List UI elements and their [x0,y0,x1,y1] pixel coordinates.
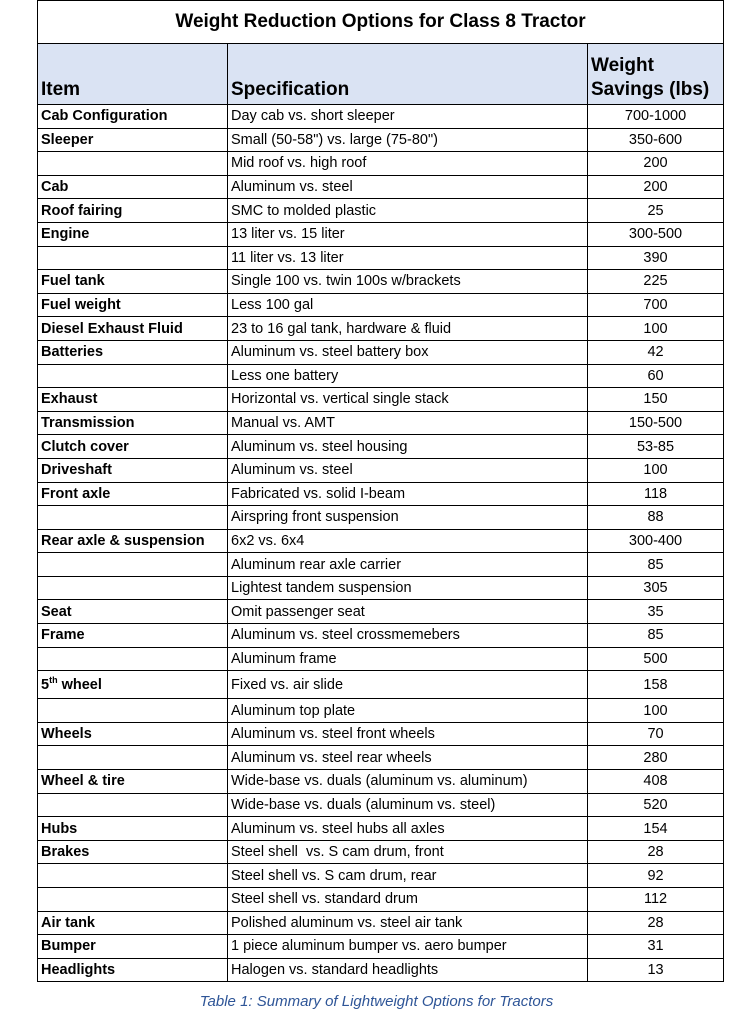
item-cell: Hubs [38,817,228,841]
item-cell [38,576,228,600]
item-cell: Transmission [38,411,228,435]
weight-reduction-table [37,0,724,982]
item-cell [38,793,228,817]
table-row [38,340,724,364]
table-row [38,864,724,888]
weight-savings-cell: 500 [588,647,724,671]
item-cell [38,553,228,577]
weight-reduction-table-wrapper [37,0,723,982]
weight-savings-cell: 300-400 [588,529,724,553]
specification-cell: Fabricated vs. solid I-beam [228,482,588,506]
table-row [38,770,724,794]
specification-cell: Single 100 vs. twin 100s w/brackets [228,270,588,294]
table-row [38,553,724,577]
table-row [38,199,724,223]
weight-savings-cell: 28 [588,911,724,935]
item-cell [38,647,228,671]
item-cell: Frame [38,624,228,648]
table-row [38,105,724,129]
table-row [38,817,724,841]
specification-cell: Steel shell vs. S cam drum, front [228,840,588,864]
table-row [38,458,724,482]
item-cell: Roof fairing [38,199,228,223]
table-row [38,746,724,770]
item-cell: Diesel Exhaust Fluid [38,317,228,341]
weight-savings-cell: 118 [588,482,724,506]
specification-cell: Wide-base vs. duals (aluminum vs. aluminum) [228,770,588,794]
table-row [38,222,724,246]
table-row [38,482,724,506]
weight-savings-cell: 225 [588,270,724,294]
weight-savings-cell: 154 [588,817,724,841]
item-cell [38,699,228,723]
weight-savings-cell: 280 [588,746,724,770]
header-row [38,44,724,105]
item-cell: Front axle [38,482,228,506]
weight-savings-cell: 700 [588,293,724,317]
table-row [38,935,724,959]
item-cell: Bumper [38,935,228,959]
table-row [38,840,724,864]
specification-cell: Less 100 gal [228,293,588,317]
specification-cell: Manual vs. AMT [228,411,588,435]
weight-savings-cell: 60 [588,364,724,388]
item-cell [38,671,228,699]
weight-savings-cell: 700-1000 [588,105,724,129]
item-cell: Fuel weight [38,293,228,317]
item-cell: Air tank [38,911,228,935]
item-cell [38,864,228,888]
specification-cell: Day cab vs. short sleeper [228,105,588,129]
item-cell [38,364,228,388]
specification-cell: Steel shell vs. S cam drum, rear [228,864,588,888]
weight-savings-cell: 88 [588,506,724,530]
weight-savings-cell: 13 [588,958,724,982]
table-row [38,722,724,746]
table-row [38,506,724,530]
specification-cell: Horizontal vs. vertical single stack [228,388,588,412]
weight-savings-cell: 85 [588,624,724,648]
item-cell: Fuel tank [38,270,228,294]
table-row [38,317,724,341]
item-cell: Wheel & tire [38,770,228,794]
weight-savings-cell: 112 [588,888,724,912]
table-row [38,152,724,176]
item-cell: Engine [38,222,228,246]
table-row [38,699,724,723]
weight-savings-cell: 92 [588,864,724,888]
weight-savings-cell: 520 [588,793,724,817]
specification-cell: 23 to 16 gal tank, hardware & fluid [228,317,588,341]
item-cell: Brakes [38,840,228,864]
item-cell: Sleeper [38,128,228,152]
table-row [38,793,724,817]
table-row [38,293,724,317]
table-row [38,600,724,624]
item-cell [38,888,228,912]
specification-cell: Aluminum rear axle carrier [228,553,588,577]
item-cell: Seat [38,600,228,624]
table-row [38,911,724,935]
table-row [38,647,724,671]
weight-savings-cell: 31 [588,935,724,959]
specification-cell: Wide-base vs. duals (aluminum vs. steel) [228,793,588,817]
item-text-rest: wheel [57,676,102,693]
table-row [38,529,724,553]
weight-savings-cell: 408 [588,770,724,794]
table-row [38,576,724,600]
table-row [38,958,724,982]
specification-cell: Aluminum top plate [228,699,588,723]
weight-savings-cell: 150-500 [588,411,724,435]
weight-savings-cell: 100 [588,458,724,482]
weight-savings-cell: 28 [588,840,724,864]
specification-cell: Aluminum vs. steel rear wheels [228,746,588,770]
specification-cell: Lightest tandem suspension [228,576,588,600]
item-text: 5 [41,676,50,693]
specification-cell: Small (50-58") vs. large (75-80") [228,128,588,152]
table-body [38,105,724,982]
weight-savings-cell: 53-85 [588,435,724,459]
item-cell: Wheels [38,722,228,746]
weight-savings-cell: 200 [588,175,724,199]
specification-cell: Steel shell vs. standard drum [228,888,588,912]
weight-savings-cell: 150 [588,388,724,412]
item-cell: Rear axle & suspension [38,529,228,553]
weight-savings-cell: 305 [588,576,724,600]
table-row [38,246,724,270]
weight-savings-cell: 85 [588,553,724,577]
specification-cell: Mid roof vs. high roof [228,152,588,176]
item-cell [38,506,228,530]
item-cell: Cab [38,175,228,199]
weight-savings-cell: 390 [588,246,724,270]
item-cell: Exhaust [38,388,228,412]
weight-savings-cell: 42 [588,340,724,364]
weight-savings-cell: 300-500 [588,222,724,246]
weight-savings-cell: 200 [588,152,724,176]
header-weight-savings: Weight Savings (lbs) [588,44,724,105]
item-cell: Cab Configuration [38,105,228,129]
table-row [38,624,724,648]
specification-cell: Less one battery [228,364,588,388]
specification-cell: Halogen vs. standard headlights [228,958,588,982]
specification-cell: Polished aluminum vs. steel air tank [228,911,588,935]
weight-savings-cell: 70 [588,722,724,746]
specification-cell: Aluminum vs. steel housing [228,435,588,459]
table-title: Weight Reduction Options for Class 8 Tractor [38,1,724,44]
specification-cell: SMC to molded plastic [228,199,588,223]
specification-cell: Aluminum vs. steel crossmemebers [228,624,588,648]
weight-savings-cell: 158 [588,671,724,699]
specification-cell: 1 piece aluminum bumper vs. aero bumper [228,935,588,959]
item-cell [38,746,228,770]
specification-cell: Omit passenger seat [228,600,588,624]
item-superscript: th [49,674,58,685]
table-row [38,388,724,412]
table-row [38,128,724,152]
header-item: Item [38,44,228,105]
table-row [38,364,724,388]
specification-cell: Aluminum vs. steel [228,175,588,199]
specification-cell: 11 liter vs. 13 liter [228,246,588,270]
table-row [38,435,724,459]
header-specification: Specification [228,44,588,105]
specification-cell: Aluminum vs. steel hubs all axles [228,817,588,841]
table-row [38,175,724,199]
weight-savings-cell: 25 [588,199,724,223]
item-cell: Batteries [38,340,228,364]
item-cell [38,152,228,176]
specification-cell: Airspring front suspension [228,506,588,530]
weight-savings-cell: 35 [588,600,724,624]
table-row [38,671,724,699]
specification-cell: Fixed vs. air slide [228,671,588,699]
table-caption: Table 1: Summary of Lightweight Options for Tractors [199,993,554,1010]
specification-cell: Aluminum vs. steel battery box [228,340,588,364]
specification-cell: Aluminum vs. steel [228,458,588,482]
table-row [38,411,724,435]
weight-savings-cell: 100 [588,317,724,341]
table-row [38,888,724,912]
specification-cell: 13 liter vs. 15 liter [228,222,588,246]
item-cell [38,246,228,270]
specification-cell: 6x2 vs. 6x4 [228,529,588,553]
table-row [38,270,724,294]
specification-cell: Aluminum frame [228,647,588,671]
item-cell: Clutch cover [38,435,228,459]
weight-savings-cell: 350-600 [588,128,724,152]
weight-savings-cell: 100 [588,699,724,723]
item-cell: Headlights [38,958,228,982]
specification-cell: Aluminum vs. steel front wheels [228,722,588,746]
item-cell: Driveshaft [38,458,228,482]
